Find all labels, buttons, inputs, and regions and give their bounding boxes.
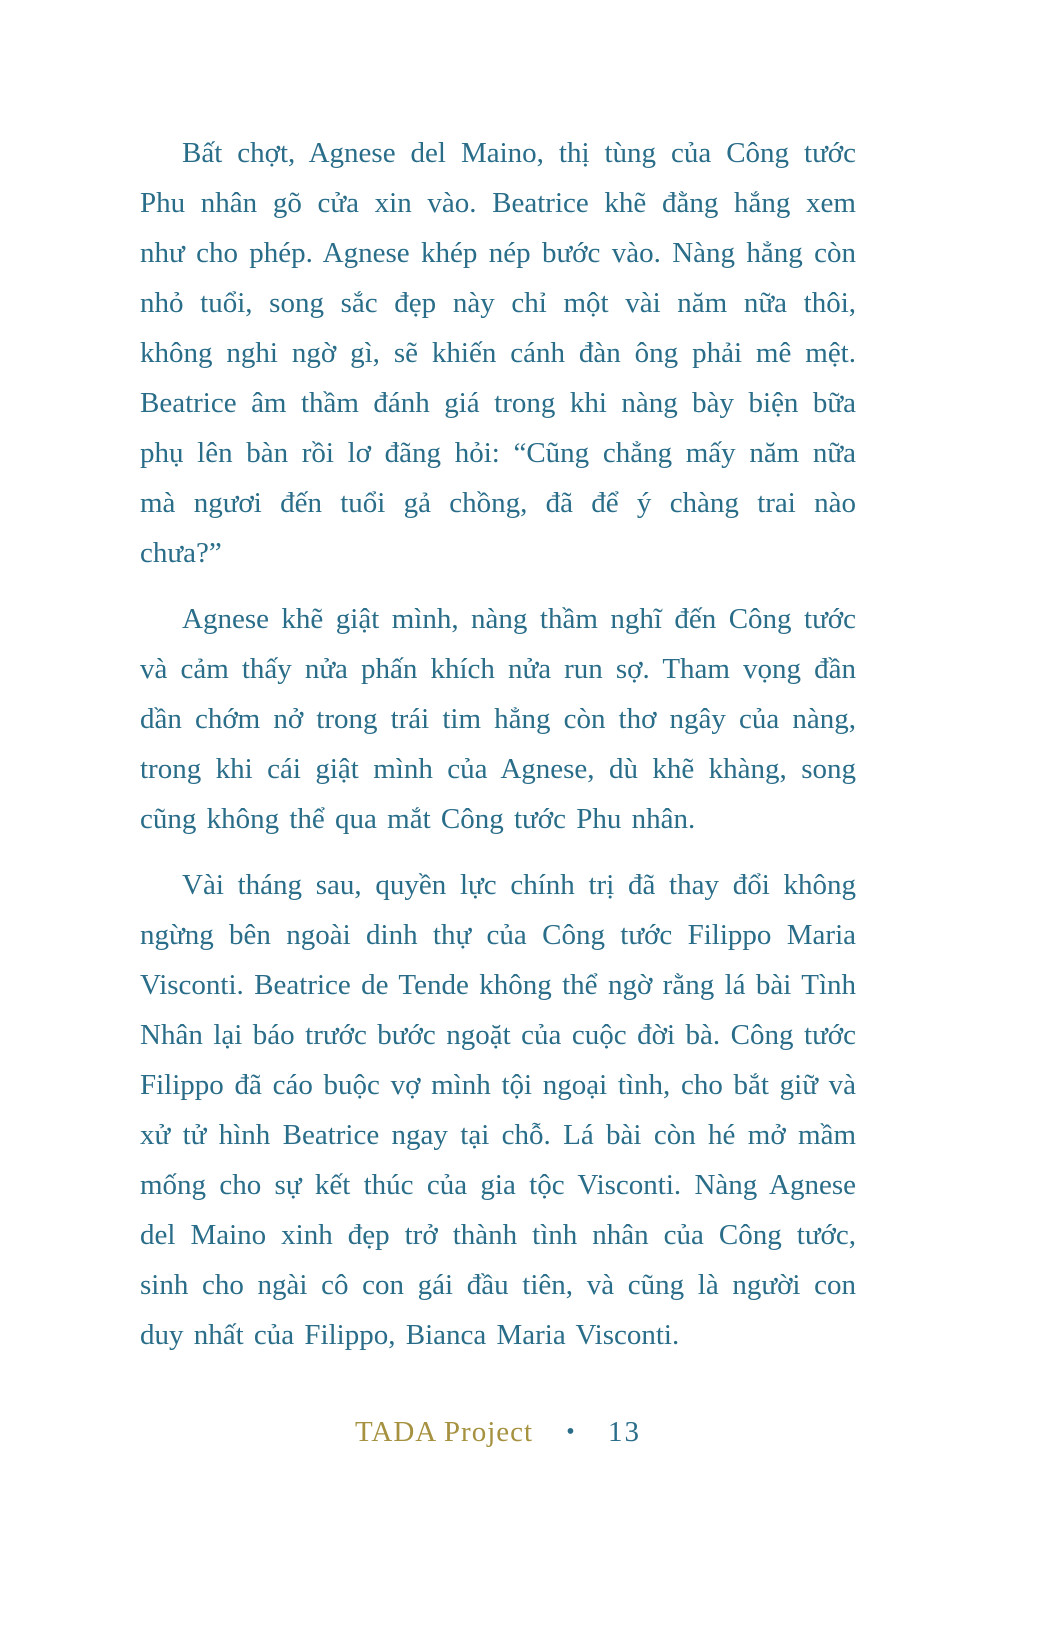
page-body-text [140, 128, 856, 1376]
page-footer [140, 1412, 856, 1452]
footer-bullet-separator: • [566, 1419, 575, 1445]
paragraph: Agnese khẽ giật mình, nàng thầm nghĩ đến Công tước và cảm thấy nửa phấn khích nửa run sợ. Tham vọng đần dần chớm nở trong trái tim hẳng còn thơ ngây của nàng, trong khi cái giật mình của Agnese, dù khẽ khàng, song cũng không thể qua mắt Công tước Phu nhân. [140, 603, 856, 835]
page-number: 13 [607, 1416, 641, 1448]
paragraph: Vài tháng sau, quyền lực chính trị đã thay đổi không ngừng bên ngoài dinh thự của Công tước Filippo Maria Visconti. Beatrice de Tende không thể ngờ rằng lá bài Tình Nhân lại báo trước bước ngoặt của cuộc đời bà. Công tước Filippo đã cáo buộc vợ mình tội ngoại tình, cho bắt giữ và xử tử hình Beatrice ngay tại chỗ. Lá bài còn hé mở mầm mống cho sự kết thúc của gia tộc Visconti. Nàng Agnese del Maino xinh đẹp trở thành tình nhân của Công tước, sinh cho ngài cô con gái đầu tiên, và cũng là người con duy nhất của Filippo, Bianca Maria Visconti. [140, 869, 856, 1351]
footer-brand: TADA Project [355, 1416, 534, 1448]
paragraph: Bất chợt, Agnese del Maino, thị tùng của Công tước Phu nhân gõ cửa xin vào. Beatrice khẽ đằng hắng xem như cho phép. Agnese khép nép bước vào. Nàng hẳng còn nhỏ tuổi, song sắc đẹp này chỉ một vài năm nữa thôi, không nghi ngờ gì, sẽ khiến cánh đàn ông phải mê mệt. Beatrice âm thầm đánh giá trong khi nàng bày biện bữa phụ lên bàn rồi lơ đãng hỏi: “Cũng chẳng mấy năm nữa mà ngươi đến tuổi gả chồng, đã để ý chàng trai nào chưa?” [140, 137, 856, 569]
